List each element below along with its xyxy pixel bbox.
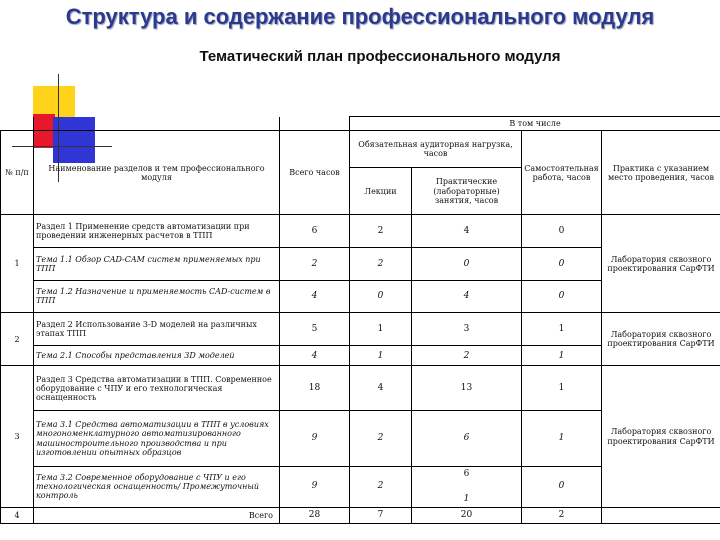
row-name: Раздел 3 Средства автоматизации в ТПП. Современное оборудование с ЧПУ и его технологическая оснащенность xyxy=(34,366,280,411)
row-hours: 5 xyxy=(280,313,350,346)
row-lectures: 1 xyxy=(350,313,412,346)
row-lectures: 2 xyxy=(350,247,412,280)
row-practical: 4 xyxy=(412,215,522,248)
row-hours: 9 xyxy=(280,466,350,507)
row-hours: 18 xyxy=(280,366,350,411)
row-name: Раздел 1 Применение средств автоматизации при проведении инженерных расчетов в ТПП xyxy=(34,215,280,248)
row-practical: 0 xyxy=(412,247,522,280)
row-independent: 0 xyxy=(522,280,602,313)
row-name: Раздел 2 Использование 3-D моделей на различных этапах ТПП xyxy=(34,313,280,346)
row-practical: 20 xyxy=(412,507,522,523)
row-number: 4 xyxy=(1,507,34,523)
row-name: Тема 3.1 Средства автоматизации в ТПП в условиях многономенклатурного автоматизированного машиностроительного производства и при изготовлении опытных образцов xyxy=(34,411,280,466)
header-blank-no xyxy=(1,117,34,131)
header-col-no: № п/п xyxy=(1,131,34,215)
table-row-total xyxy=(1,507,720,523)
row-practical: 4 xyxy=(412,280,522,313)
row-practice-location: Лаборатория сквозного проектирования СарФТИ xyxy=(602,215,720,313)
row-practice-empty xyxy=(602,507,720,523)
row-independent: 1 xyxy=(522,411,602,466)
page-title: Структура и содержание профессионального модуля xyxy=(65,4,655,29)
row-hours: 4 xyxy=(280,346,350,366)
row-practice-location: Лаборатория сквозного проектирования СарФТИ xyxy=(602,366,720,507)
row-name: Тема 2.1 Способы представления 3D моделей xyxy=(34,346,280,366)
row-independent: 2 xyxy=(522,507,602,523)
row-hours: 6 xyxy=(280,215,350,248)
row-practical: 2 xyxy=(412,346,522,366)
row-practical: 13 xyxy=(412,366,522,411)
row-independent: 0 xyxy=(522,247,602,280)
row-hours: 28 xyxy=(280,507,350,523)
page-subtitle: Тематический план профессионального модуля xyxy=(199,48,561,65)
table-row xyxy=(1,215,720,248)
header-col-lectures: Лекции xyxy=(350,168,412,215)
row-name: Тема 3.2 Современное оборудование с ЧПУ и его технологическая оснащенность/ Промежуточный контроль xyxy=(34,466,280,507)
row-lectures: 2 xyxy=(350,411,412,466)
row-lectures: 2 xyxy=(350,466,412,507)
row-practical-top: 6 xyxy=(463,469,470,480)
header-col-mandatory: Обязательная аудиторная нагрузка, часов xyxy=(350,131,522,168)
row-independent: 1 xyxy=(522,366,602,411)
row-hours: 4 xyxy=(280,280,350,313)
row-total-label: Всего xyxy=(34,507,280,523)
row-lectures: 0 xyxy=(350,280,412,313)
row-name: Тема 1.2 Назначение и применяемость CAD-систем в ТПП xyxy=(34,280,280,313)
row-number: 1 xyxy=(1,215,34,313)
row-number: 2 xyxy=(1,313,34,366)
header-blank-hours xyxy=(280,117,350,131)
row-hours: 9 xyxy=(280,411,350,466)
row-lectures: 2 xyxy=(350,215,412,248)
header-col-independent: Самостоятельная работа, часов xyxy=(522,131,602,215)
row-independent: 1 xyxy=(522,313,602,346)
row-practical: 6 xyxy=(412,411,522,466)
row-lectures: 7 xyxy=(350,507,412,523)
row-independent: 0 xyxy=(522,466,602,507)
row-lectures: 1 xyxy=(350,346,412,366)
header-col-practical: Практические (лабораторные) занятия, часов xyxy=(412,168,522,215)
row-hours: 2 xyxy=(280,247,350,280)
table-row xyxy=(1,366,720,411)
row-practical: 3 xyxy=(412,313,522,346)
header-col-practice: Практика с указанием место проведения, часов xyxy=(602,131,720,215)
thematic-plan-table xyxy=(0,116,720,524)
row-independent: 0 xyxy=(522,215,602,248)
header-col-hours: Всего часов xyxy=(280,131,350,215)
row-practical xyxy=(412,466,522,507)
header-col-name: Наименование разделов и тем профессионального модуля xyxy=(34,131,280,215)
row-name: Тема 1.1 Обзор CAD-CAM систем применяемых при ТПП xyxy=(34,247,280,280)
header-blank-name xyxy=(34,117,280,131)
row-number: 3 xyxy=(1,366,34,507)
row-independent: 1 xyxy=(522,346,602,366)
row-lectures: 4 xyxy=(350,366,412,411)
header-in-total-group: В том числе xyxy=(350,117,720,131)
row-practical-bottom: 1 xyxy=(463,493,470,504)
table-row xyxy=(1,313,720,346)
row-practice-location: Лаборатория сквозного проектирования СарФТИ xyxy=(602,313,720,366)
